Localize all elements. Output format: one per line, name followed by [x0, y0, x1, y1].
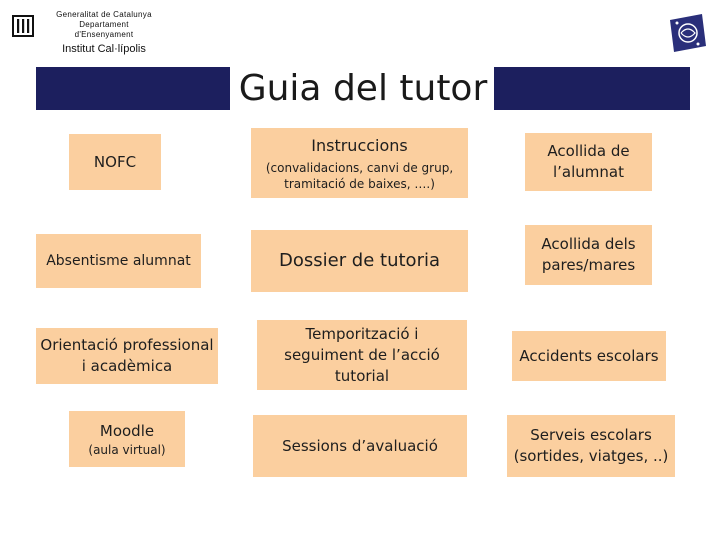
- generalitat-logo-icon: [12, 15, 34, 37]
- nofc-label: NOFC: [93, 152, 137, 171]
- acollida-alumnat-label: Acollida de l’alumnat: [547, 142, 630, 181]
- absentisme-box[interactable]: [36, 234, 201, 288]
- accidents-box[interactable]: [512, 331, 666, 381]
- instruccions-label: Instruccions: [311, 135, 408, 155]
- acollida-pares-label: Acollida dels pares/mares: [541, 235, 636, 274]
- temporitzacio-box[interactable]: [257, 320, 467, 390]
- instruccions-sublabel: (convalidacions, canvi de grup, tramitació de baixes, ….): [265, 160, 454, 191]
- sessions-label: Sessions d’avaluació: [282, 436, 438, 455]
- sessions-box[interactable]: [253, 415, 467, 477]
- instruccions-box[interactable]: [251, 128, 468, 198]
- absentisme-label: Absentisme alumnat: [46, 253, 191, 269]
- dossier-label: Dossier de tutoria: [278, 250, 440, 271]
- page-title: Guia del tutor: [238, 68, 488, 109]
- moodle-box[interactable]: [69, 411, 185, 467]
- nofc-box[interactable]: [69, 134, 161, 190]
- temporitzacio-label: Temporització i seguiment de l’acció tutorial: [284, 324, 440, 385]
- org-line-3: d'Ensenyament: [74, 30, 134, 39]
- acollida-pares-box[interactable]: [525, 225, 652, 285]
- serveis-box[interactable]: [507, 415, 675, 477]
- organization-header: [44, 10, 164, 56]
- moodle-sublabel: (aula virtual): [88, 442, 166, 457]
- org-line-1: Generalitat de Catalunya: [56, 10, 152, 19]
- acollida-alumnat-box[interactable]: [525, 133, 652, 191]
- institute-name: Institut Cal·lípolis: [62, 43, 146, 55]
- dossier-box[interactable]: [251, 230, 468, 292]
- orientacio-box[interactable]: [36, 328, 218, 384]
- accidents-label: Accidents escolars: [519, 346, 659, 365]
- serveis-label: Serveis escolars (sortides, viatges, ..): [513, 426, 669, 465]
- moodle-label: Moodle: [99, 421, 155, 440]
- institute-logo-icon: [664, 10, 710, 56]
- orientacio-label: Orientació professional i acadèmica: [40, 336, 214, 375]
- org-line-2: Departament: [79, 20, 129, 29]
